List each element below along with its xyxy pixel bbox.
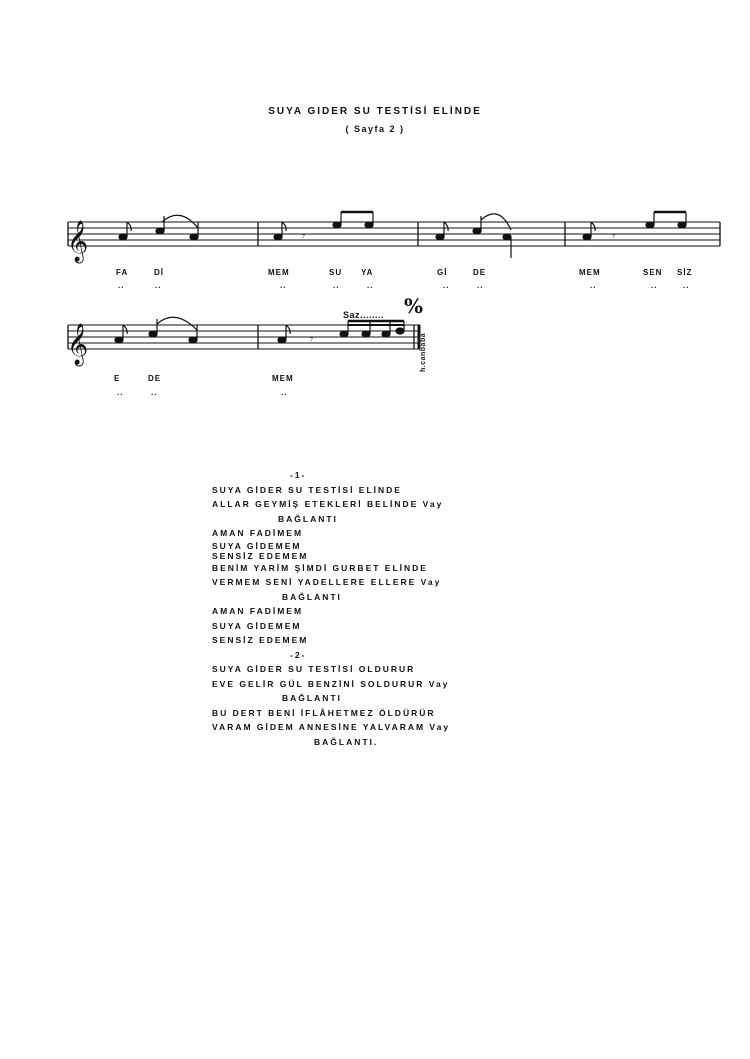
lyric-line: BENİM YARİM ŞİMDİ GURBET ELİNDE — [212, 562, 428, 573]
lyric-syllable: YA — [361, 268, 374, 277]
lyric-syllable: MEM — [272, 374, 294, 383]
lyric-syllable: E — [114, 374, 121, 383]
lyric-syllable: MEM — [579, 268, 601, 277]
section-heading: BAĞLANTI — [282, 693, 342, 703]
svg-text:𝄾: 𝄾 — [302, 229, 306, 243]
ditto-mark: .. — [333, 281, 340, 290]
lyric-line: VERMEM SENİ YADELLERE ELLERE Vay — [212, 577, 442, 587]
section-heading: BAĞLANTI. — [314, 736, 379, 747]
ditto-mark: .. — [281, 388, 288, 397]
notes-row-2 — [115, 317, 404, 346]
page-subtitle: ( Sayfa 2 ) — [345, 124, 405, 134]
ditto-mark: .. — [477, 281, 484, 290]
treble-clef-icon-2: 𝄞 — [67, 324, 89, 365]
lyric-syllable: FA — [116, 268, 129, 277]
svg-text:𝄾: 𝄾 — [612, 229, 616, 243]
ditto-mark: .. — [683, 281, 690, 290]
ditto-mark: .. — [367, 281, 374, 290]
lyric-syllable: SU — [329, 268, 343, 277]
ditto-mark: .. — [151, 388, 158, 397]
lyric-line: SUYA GİDER SU TESTİSİ ELİNDE — [212, 484, 402, 495]
ditto-mark: .. — [118, 281, 125, 290]
lyric-line: AMAN FADİMEM — [212, 528, 304, 538]
lyric-syllable: DE — [148, 374, 162, 383]
lyric-line: SUYA GİDEMEM — [212, 620, 302, 631]
lyric-line: SENSİZ EDEMEM — [212, 550, 309, 561]
lyric-line: AMAN FADİMEM — [212, 606, 304, 616]
treble-clef-icon: 𝄞 — [67, 221, 89, 262]
ditto-mark: .. — [155, 281, 162, 290]
lyric-line: BU DERT BENİ İFLÂHETMEZ ÖLDÜRÜR — [212, 707, 436, 718]
section-heading: BAĞLANTI — [278, 513, 338, 524]
ditto-mark: .. — [590, 281, 597, 290]
verse-number: -2- — [290, 649, 307, 660]
section-heading: BAĞLANTI — [282, 591, 342, 602]
music-score — [0, 0, 750, 420]
arranger-credit: h.canbaba — [420, 332, 427, 372]
lyric-syllable: MEM — [268, 268, 290, 277]
lyric-syllable: Gİ — [437, 268, 448, 277]
ditto-mark: .. — [443, 281, 450, 290]
lyric-syllable: DE — [473, 268, 487, 277]
ditto-mark: .. — [280, 281, 287, 290]
lyric-syllable: SEN — [643, 268, 663, 277]
ditto-mark: .. — [117, 388, 124, 397]
lyric-syllable: Dİ — [154, 268, 164, 277]
page-title: SUYA GIDER SU TESTİSİ ELİNDE — [268, 106, 482, 117]
lyric-line: SENSİZ EDEMEM — [212, 635, 309, 645]
ditto-mark: .. — [651, 281, 658, 290]
segno-icon: % — [404, 294, 424, 318]
lyrics-text — [212, 468, 552, 749]
lyric-syllable: SİZ — [677, 268, 693, 277]
staff-lines-row-1 — [68, 222, 720, 246]
lyric-line: SUYA GİDER SU TESTİSİ OLDURUR — [212, 664, 416, 674]
notes-row-1 — [119, 212, 686, 258]
lyric-line: VARAM GİDEM ANNESİNE YALVARAM Vay — [212, 722, 451, 732]
verse-number: -1- — [290, 470, 307, 480]
saz-label: Saz........ — [343, 310, 385, 320]
lyric-line: ALLAR GEYMİŞ ETEKLERİ BELİNDE Vay — [212, 499, 444, 509]
lyric-line: SUYA GİDEMEM — [212, 540, 302, 551]
lyric-line: EVE GELİR GÜL BENZİNİ SOLDURUR Vay — [212, 678, 450, 689]
svg-text:𝄾: 𝄾 — [310, 332, 314, 346]
